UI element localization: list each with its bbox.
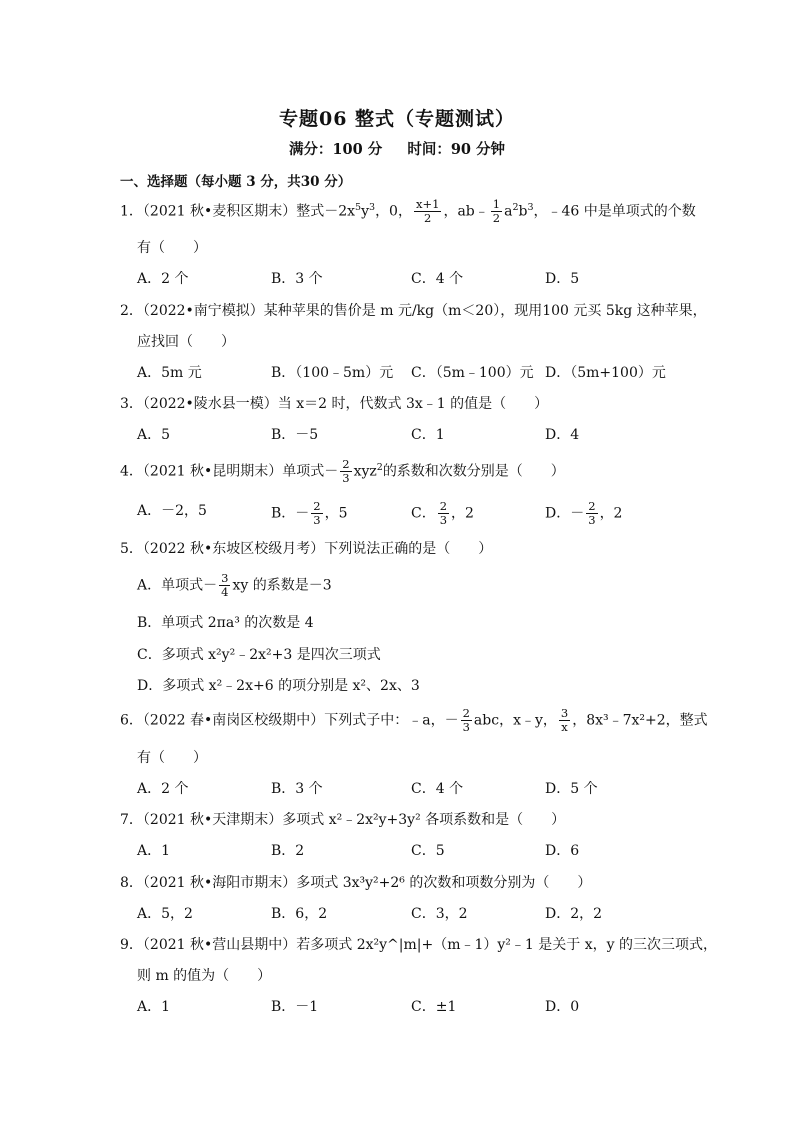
q2-options <box>137 362 697 384</box>
option-a[interactable]: A．－2，5 <box>137 503 207 519</box>
option-d[interactable] <box>545 500 622 527</box>
option-b-tail: ，5 <box>324 505 348 522</box>
frac-den: 3 <box>588 513 596 527</box>
option-c[interactable]: C．4 个 <box>411 271 464 287</box>
q5-fraction-3-4 <box>219 572 230 599</box>
frac-den: 3 <box>462 720 470 734</box>
q4-text-c: 的系数和次数分别是（ ） <box>382 463 565 480</box>
question-6 <box>120 706 708 734</box>
full-score: 满分：100 分 <box>288 141 383 158</box>
q1-options <box>137 268 697 290</box>
option-a[interactable]: A．1 <box>137 843 171 859</box>
option-b[interactable]: B．3 个 <box>271 781 323 797</box>
q1-text-b: ，0， <box>375 203 412 220</box>
page-title: 专题06 整式（专题测试） <box>278 108 516 130</box>
q3-options <box>137 424 697 446</box>
option-c[interactable]: C．5 <box>411 843 445 859</box>
option-b-fraction <box>311 500 322 527</box>
option-c[interactable]: C．4 个 <box>411 781 464 797</box>
frac-den: 3 <box>439 513 448 527</box>
option-d-tail: ，2 <box>599 505 623 522</box>
option-c-label: C． <box>411 505 436 522</box>
q4-options <box>137 499 697 527</box>
option-d[interactable]: D．5 个 <box>545 781 598 797</box>
q8-options <box>137 903 697 925</box>
option-b[interactable]: B．－5 <box>271 427 319 443</box>
frac-den: 3 <box>342 471 350 486</box>
frac-num: 3 <box>560 706 569 720</box>
question-9: 9．（2021 秋•营山县期中）若多项式 2x²y^|m|+（m﹣1）y²﹣1 是关于 x，y 的三次三项式， <box>120 937 717 953</box>
option-a[interactable]: A．2 个 <box>137 781 189 797</box>
frac-num: 1 <box>492 197 501 212</box>
q1-text-prefix: 1．（2021 秋•麦积区期末）整式－2x <box>120 203 356 220</box>
frac-den: 2 <box>424 211 432 226</box>
frac-den: 4 <box>221 585 229 599</box>
exam-meta <box>0 138 794 159</box>
option-a[interactable]: A．1 <box>137 999 171 1015</box>
q1-text-e: a <box>504 203 513 220</box>
option-a[interactable]: A．5m 元 <box>137 365 202 381</box>
q5-option-b[interactable]: B．单项式 2πa³ 的次数是 4 <box>137 615 314 631</box>
q1-fraction-x1-2 <box>414 198 441 225</box>
option-c[interactable] <box>411 500 474 527</box>
question-1: 1．（2021 秋•麦积区期末）整式$-2x^5y^3$，0， $\frac{x+1}{2}$ ，ab﹣ $\frac{1}{2}$ $a^2b^3$，﹣46 中是单项式的个数 <box>120 197 696 226</box>
q6-text-a: 6．（2022 春•南岗区校级期中）下列式子中：﹣a，－ <box>120 712 459 729</box>
option-d[interactable]: D．2，2 <box>545 906 603 922</box>
question-7: 7．（2021 秋•天津期末）多项式 x²﹣2x²y+3y² 各项系数和是（ ） <box>120 812 566 828</box>
frac-num: 3 <box>221 571 229 585</box>
option-a[interactable]: A．2 个 <box>137 271 189 287</box>
frac-den: x <box>561 720 568 734</box>
option-c-tail: ，2 <box>451 505 474 522</box>
option-d[interactable]: D．6 <box>545 843 580 859</box>
frac-num: 2 <box>462 706 470 720</box>
frac-den: 3 <box>313 513 321 527</box>
q5-option-a-tail: xy 的系数是－3 <box>232 577 332 594</box>
question-4: 4．（2021 秋•昆明期末）单项式－ $\frac{2}{3}$ xyz$^2$的系数和次数分别是（ ） <box>120 457 565 486</box>
option-a[interactable]: A．5 <box>137 427 171 443</box>
option-b[interactable]: B．－1 <box>271 999 319 1015</box>
frac-den: 2 <box>492 211 501 226</box>
q1-fraction-1-2 <box>491 198 502 225</box>
time-limit: 时间：90 分钟 <box>407 141 506 158</box>
q6-text-c: ，8x³﹣7x²+2，整式 <box>572 712 708 729</box>
option-d[interactable]: D．5 <box>545 271 580 287</box>
option-d[interactable]: D．0 <box>545 999 580 1015</box>
q6-options <box>137 778 697 800</box>
q6-fraction-2-3 <box>461 707 472 734</box>
q6-text-b: abc，x﹣y， <box>473 712 557 729</box>
option-b[interactable]: B．6，2 <box>271 906 328 922</box>
q5-option-a[interactable] <box>137 572 332 599</box>
option-d[interactable]: D．4 <box>545 427 580 443</box>
q1-text-c: ， <box>443 203 458 220</box>
question-3: 3．（2022•陵水县一模）当 x＝2 时，代数式 3x﹣1 的值是（ ） <box>120 396 549 412</box>
q9-continuation: 则 m 的值为（ ） <box>137 968 272 984</box>
q9-options <box>137 996 697 1018</box>
q7-options <box>137 840 697 862</box>
section-heading: 一、选择题（每小题 3 分，共30 分） <box>120 174 352 190</box>
q5-option-d[interactable]: D．多项式 x²﹣2x+6 的项分别是 x²、2x、3 <box>137 678 420 694</box>
q5-option-c[interactable]: C．多项式 x²y²﹣2x²+3 是四次三项式 <box>137 647 381 663</box>
frac-num: 2 <box>342 457 350 472</box>
question-5: 5．（2022 秋•东坡区校级月考）下列说法正确的是（ ） <box>120 541 493 557</box>
question-8: 8．（2021 秋•海阳市期末）多项式 3x³y²+2⁶ 的次数和项数分别为（ ） <box>120 875 592 891</box>
option-b[interactable]: B．（100﹣5m）元 <box>271 365 394 381</box>
option-d[interactable]: D．（5m+100）元 <box>545 365 666 381</box>
frac-num: 2 <box>588 499 596 513</box>
q1-text-d: ab﹣ <box>457 203 489 220</box>
q4-text-a: 4．（2021 秋•昆明期末）单项式－ <box>120 463 339 480</box>
q6-fraction-3-x <box>559 707 570 734</box>
option-a[interactable]: A．5，2 <box>137 906 193 922</box>
option-d-label: D．－ <box>545 505 585 522</box>
option-c[interactable]: C．3，2 <box>411 906 468 922</box>
q2-continuation: 应找回（ ） <box>137 334 235 350</box>
q1-text-a: y <box>361 203 370 220</box>
q6-continuation: 有（ ） <box>137 750 207 766</box>
option-c[interactable]: C．（5m﹣100）元 <box>411 365 534 381</box>
q1-continuation: 有（ ） <box>137 240 207 256</box>
option-d-fraction <box>586 500 597 527</box>
q1-text-f: b <box>518 203 528 220</box>
q4-fraction-2-3 <box>340 458 351 485</box>
q5-option-a-label: A．单项式－ <box>137 577 218 594</box>
option-b-label: B．－ <box>271 505 310 522</box>
frac-num: 2 <box>313 499 321 513</box>
option-b[interactable]: B．2 <box>271 843 305 859</box>
q1-text-g: ，﹣46 中是单项式的个数 <box>533 203 696 220</box>
option-c-fraction <box>438 500 449 527</box>
frac-num: x+1 <box>415 197 440 212</box>
option-c[interactable]: C．1 <box>411 427 445 443</box>
frac-num: 2 <box>439 499 448 513</box>
option-b[interactable] <box>271 500 348 527</box>
q4-text-b: xyz <box>353 463 377 480</box>
option-c[interactable]: C．±1 <box>411 999 457 1015</box>
question-2: 2．（2022•南宁模拟）某种苹果的售价是 m 元/kg（m＜20），现用100 元买 5kg 这种苹果， <box>120 303 707 319</box>
option-b[interactable]: B．3 个 <box>271 271 323 287</box>
